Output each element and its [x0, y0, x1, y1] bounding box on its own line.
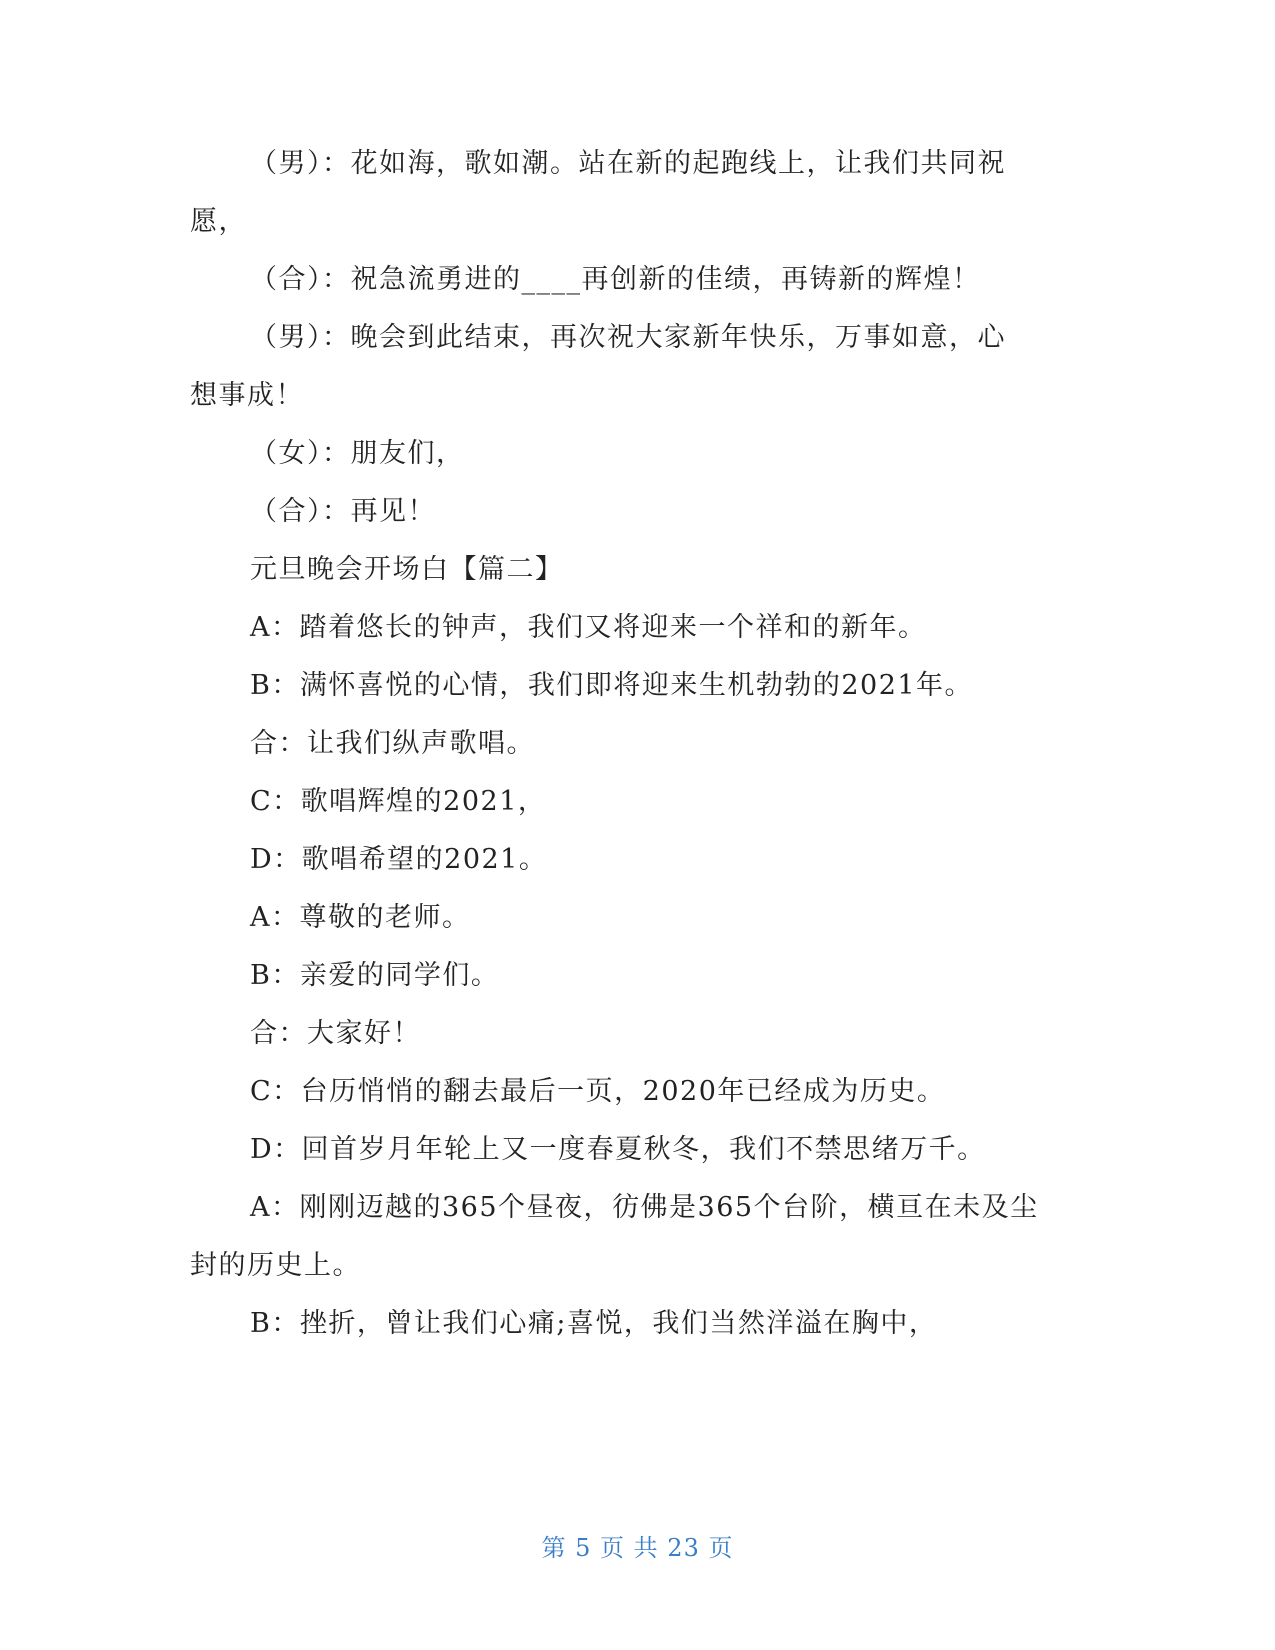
paragraph-line: （男）：晚会到此结束，再次祝大家新年快乐，万事如意，心 [250, 322, 1006, 353]
paragraph-line: B：满怀喜悦的心情，我们即将迎来生机勃勃的2021年。 [250, 670, 974, 701]
paragraph-line: A：踏着悠长的钟声，我们又将迎来一个祥和的新年。 [250, 612, 927, 643]
paragraph-line: （合）：再见！ [250, 496, 436, 527]
paragraph-line: A：尊敬的老师。 [250, 902, 471, 933]
paragraph-line: B：挫折，曾让我们心痛;喜悦，我们当然洋溢在胸中， [250, 1308, 938, 1339]
page-number-footer: 第 5 页 共 23 页 [541, 1534, 734, 1562]
paragraph-line: 封的历史上。 [190, 1250, 361, 1281]
paragraph-line: 想事成！ [190, 380, 304, 411]
paragraph-line: （合）：祝急流勇进的____再创新的佳绩，再铸新的辉煌！ [250, 264, 981, 295]
paragraph-line: A：刚刚迈越的365个昼夜，彷佛是365个台阶，横亘在未及尘 [250, 1192, 1039, 1223]
paragraph-line: （女）：朋友们， [250, 438, 465, 469]
paragraph-line: 愿， [190, 206, 247, 237]
paragraph-line: B：亲爱的同学们。 [250, 960, 500, 991]
paragraph-line: C：歌唱辉煌的2021， [250, 786, 547, 817]
paragraph-line: D：歌唱希望的2021。 [250, 844, 548, 875]
paragraph-line: 合：让我们纵声歌唱。 [250, 728, 535, 759]
paragraph-line: （男）：花如海，歌如潮。站在新的起跑线上，让我们共同祝 [250, 148, 1006, 179]
paragraph-line: 合：大家好！ [250, 1018, 421, 1049]
paragraph-line: D：回首岁月年轮上又一度春夏秋冬，我们不禁思绪万千。 [250, 1134, 986, 1165]
paragraph-line: C：台历悄悄的翻去最后一页，2020年已经成为历史。 [250, 1076, 946, 1107]
section-heading: 元旦晚会开场白【篇二】 [250, 554, 564, 585]
